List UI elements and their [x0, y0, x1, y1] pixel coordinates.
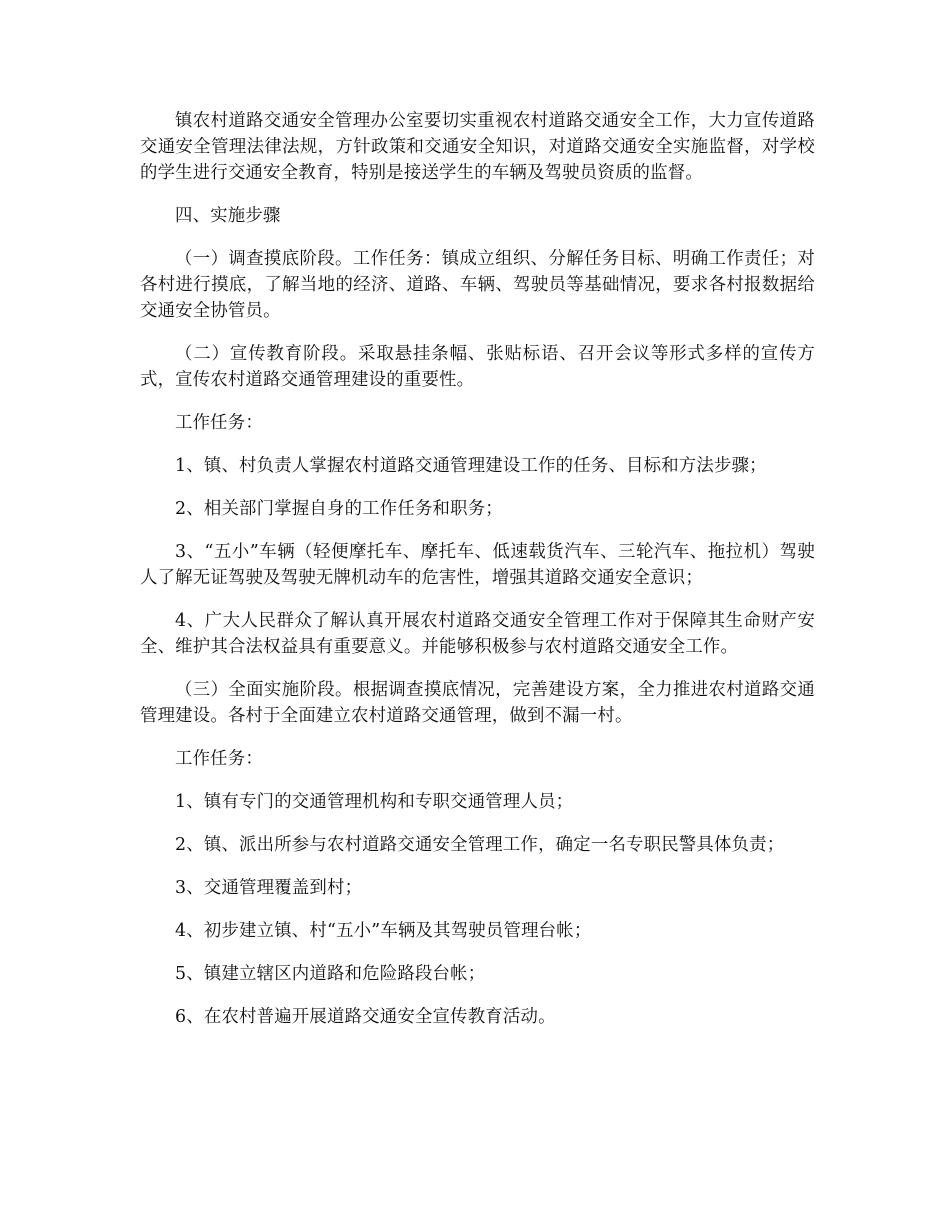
list-item: 4、广大人民群众了解认真开展农村道路交通安全管理工作对于保障其生命财产安全、维护其合法权益具有重要意义。并能够积极参与农村道路交通安全工作。	[140, 611, 815, 657]
paragraph-stage-3: （三）全面实施阶段。根据调查摸底情况，完善建设方案，全力推进农村道路交通管理建设。各村于全面建立农村道路交通管理，做到不漏一村。	[140, 680, 815, 726]
list-item: 4、初步建立镇、村“五小”车辆及其驾驶员管理台帐；	[175, 921, 592, 941]
paragraph-intro: 镇农村道路交通安全管理办公室要切实重视农村道路交通安全工作，大力宣传道路交通安全管理法律法规，方针政策和交通安全知识，对道路交通安全实施监督，对学校的学生进行交通安全教育，特别是接送学生的车辆及驾驶员资质的监督。	[140, 111, 815, 183]
list-item: 1、镇有专门的交通管理机构和专职交通管理人员；	[175, 792, 574, 812]
task-heading-2: 工作任务：	[175, 749, 263, 769]
list-item: 1、镇、村负责人掌握农村道路交通管理建设工作的任务、目标和方法步骤；	[175, 456, 767, 476]
paragraph-stage-1: （一）调查摸底阶段。工作任务：镇成立组织、分解任务目标、明确工作责任；对各村进行摸底，了解当地的经济、道路、车辆、驾驶员等基础情况，要求各村报数据给交通安全协管员。	[140, 249, 815, 321]
list-item: 5、镇建立辖区内道路和危险路段台帐；	[175, 964, 486, 984]
list-item: 3、“五小”车辆（轻便摩托车、摩托车、低速载货汽车、三轮汽车、拖拉机）驾驶人了解无证驾驶及驾驶无牌机动车的危害性，增强其道路交通安全意识；	[140, 542, 815, 588]
section-heading-implementation-steps: 四、实施步骤	[175, 206, 281, 226]
document-body	[140, 108, 815, 1047]
list-item: 2、镇、派出所参与农村道路交通安全管理工作，确定一名专职民警具体负责；	[175, 835, 785, 855]
paragraph-stage-2: （二）宣传教育阶段。采取悬挂条幅、张贴标语、召开会议等形式多样的宣传方式，宣传农村道路交通管理建设的重要性。	[140, 344, 815, 390]
list-item: 6、在农村普遍开展道路交通安全宣传教育活动。	[175, 1007, 556, 1027]
list-item: 2、相关部门掌握自身的工作任务和职务；	[175, 499, 503, 519]
task-heading-1: 工作任务：	[175, 413, 263, 433]
list-item: 3、交通管理覆盖到村；	[175, 878, 363, 898]
